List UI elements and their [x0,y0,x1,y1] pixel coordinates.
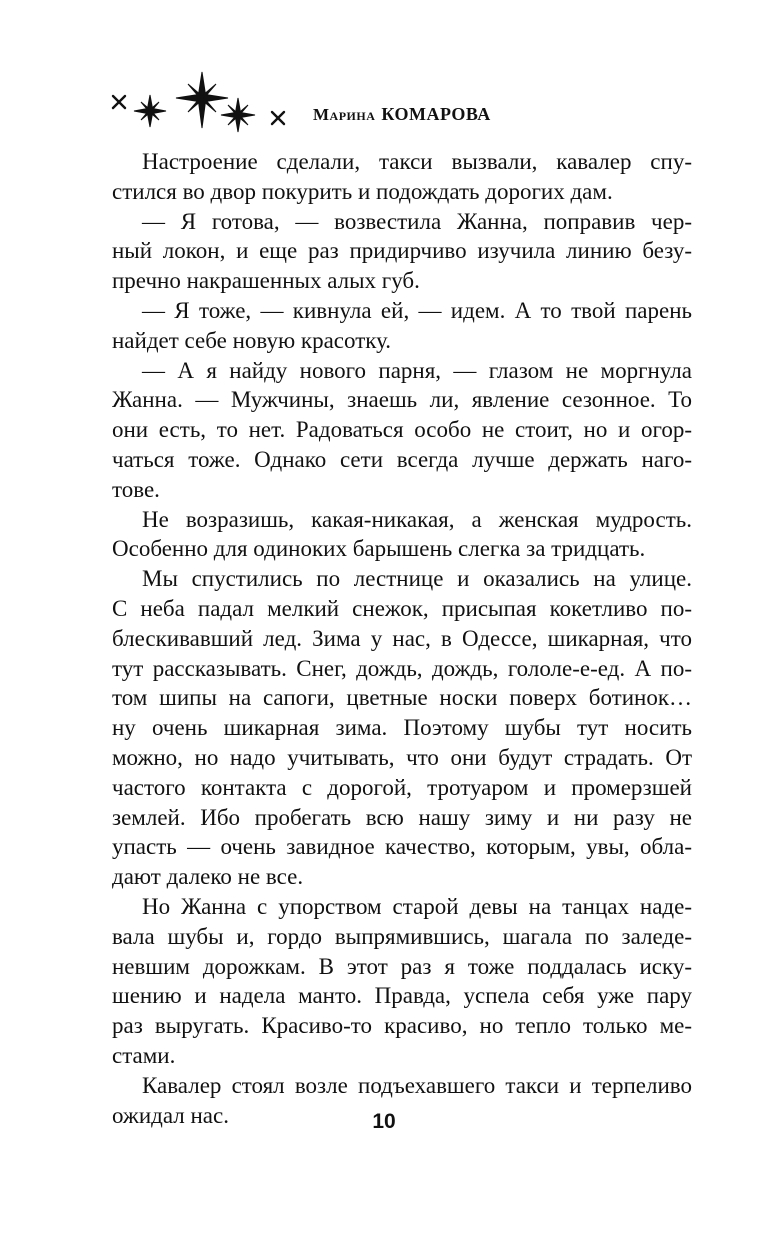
text-line: С неба падал мелкий снежок, присыпая кокетливо по- [112,595,692,621]
text-line: шению и надела манто. Правда, успела себя уже пару [112,983,692,1009]
text-line: стился во двор покурить и подождать дорогих дам. [112,178,613,204]
text-line: ожидал нас. [112,1102,229,1128]
text-line: том шипы на сапоги, цветные носки поверх ботинок… [112,685,692,711]
text-line: упасть — очень завидное качество, которым, увы, обла- [112,834,692,860]
paragraph [112,296,692,356]
text-line: блескивавший лед. Зима у нас, в Одессе, шикарная, что [112,625,692,651]
paragraph [112,356,692,505]
paragraph [112,564,692,892]
text-line: ну очень шикарная зима. Поэтому шубы тут носить [112,715,692,741]
paragraph [112,147,692,207]
text-line: стами. [112,1042,176,1068]
text-line: Не возразишь, какая-никакая, а женская мудрость. [142,506,692,532]
text-line: чаться тоже. Однако сети всегда лучше держать наго- [112,446,692,472]
text-line: Но Жанна с упорством старой девы на танцах наде- [142,893,692,919]
text-line: дают далеко не все. [112,864,304,890]
text-line: землей. Ибо пробегать всю нашу зиму и ни разу не [112,804,692,830]
text-line: невшим дорожкам. В этот раз я тоже поддалась иску- [112,953,692,979]
text-line: тут рассказывать. Снег, дождь, дождь, гололе-е-ед. А по- [112,655,692,681]
text-line: Мы спустились по лестнице и оказались на улице. [142,566,692,592]
page-number: 10 [372,1110,396,1133]
author-first-name: Марина [313,105,376,124]
stars-ornament-icon [110,70,300,140]
text-line: раз выругать. Красиво-то красиво, но тепло только ме- [112,1013,692,1039]
paragraph [112,505,692,565]
text-line: частого контакта с дорогой, тротуаром и промерзшей [112,774,692,800]
text-line: можно, но надо учитывать, что они будут страдать. От [112,744,692,770]
text-line: — Я тоже, — кивнула ей, — идем. А то твой парень [142,297,692,323]
author-name [313,104,491,125]
text-line: Жанна. — Мужчины, знаешь ли, явление сезонное. То [112,387,692,413]
text-line: — А я найду нового парня, — глазом не моргнула [142,357,692,383]
text-line: они есть, то нет. Радоваться особо не стоит, но и огор- [112,417,692,443]
text-line: Кавалер стоял возле подъехавшего такси и терпеливо [142,1072,692,1098]
running-header [110,70,670,140]
text-line: пречно накрашенных алых губ. [112,268,420,294]
text-line: — Я готова, — возвестила Жанна, поправив чер- [142,208,692,234]
text-line: Настроение сделали, такси вызвали, кавалер спу- [142,149,692,174]
paragraph [112,892,692,1071]
text-line: вала шубы и, гордо выпрямившись, шагала по заледе- [112,923,692,949]
paragraph [112,207,692,296]
body-text [112,147,692,1130]
text-line: тове. [112,476,160,502]
author-last-name: КОМАРОВА [381,104,491,124]
text-line: Особенно для одиноких барышень слегка за тридцать. [112,536,646,562]
text-line: ный локон, и еще раз придирчиво изучила линию безу- [112,238,692,264]
text-line: найдет себе новую красотку. [112,327,392,353]
